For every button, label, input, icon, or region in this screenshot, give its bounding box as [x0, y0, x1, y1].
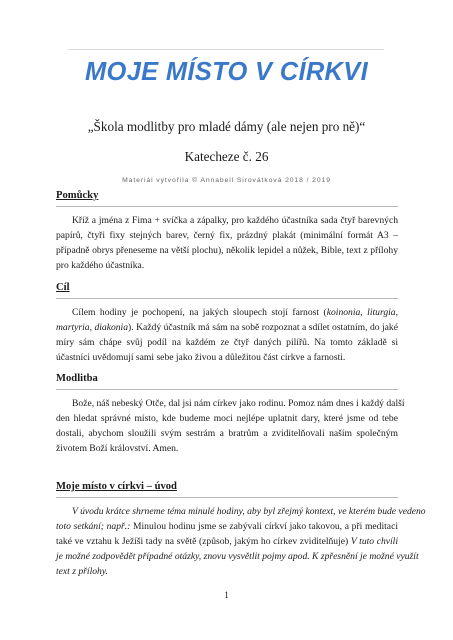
heading-text-suffix: – úvod	[143, 481, 177, 492]
paragraph-line	[56, 520, 398, 534]
lesson-number: Katecheze č. 26	[184, 149, 269, 164]
section-divider	[56, 497, 398, 498]
section-heading-pomucky	[56, 190, 98, 201]
section-heading-uvod	[56, 481, 177, 492]
text-run-italic: martyria, diakonia	[56, 322, 129, 333]
paragraph-line: den hledat správné místo, kde budeme moci nejlépe uplatnit dary, které jsme od tebe	[56, 413, 398, 424]
paragraph-line: míry sám chápe svůj podíl na každém ze čtyř daných pilířů. Na tomto základě si	[56, 337, 398, 348]
paragraph-line: životem Boží království. Amen.	[56, 443, 179, 454]
author-credit: Materiál vytvořila © Annabell Sirovátková 2018 / 2019	[122, 177, 331, 184]
text-run-italic: toto setkání; např.:	[56, 521, 131, 532]
section-heading-modlitba	[56, 373, 98, 384]
heading-text: Pomůcky	[56, 190, 99, 201]
header-divider	[68, 49, 384, 50]
paragraph-line: případně obrys přeneseme na větší plochu), několik lepidel a nůžek, Bible, text z přílohy	[56, 245, 398, 256]
heading-text: Modlitba	[56, 373, 98, 384]
page-number: 1	[224, 590, 229, 600]
text-run-italic: koinonia, liturgia,	[326, 307, 398, 318]
heading-text: Cíl	[56, 282, 70, 293]
paragraph-line: účastníci uvědomují sami sebe jako živou a důležitou část církve a farnosti.	[56, 352, 346, 363]
text-run: Cílem hodiny je pochopení, na jakých sloupech stojí farnost (	[72, 307, 327, 318]
section-divider	[56, 206, 398, 207]
paragraph-line: Bože, náš nebeský Otče, dal jsi nám církev jako rodinu. Pomoz nám dnes i každý další	[72, 398, 405, 409]
paragraph-line: je možné zodpovědět případné otázky, znovu vysvětlit pojmy apod. K zpřesnění je možné využít	[56, 551, 419, 562]
section-divider	[56, 389, 398, 390]
paragraph-line	[56, 321, 398, 335]
subtitle: „Škola modlitby pro mladé dámy (ale nejen pro ně)“	[87, 119, 366, 134]
paragraph-line	[72, 306, 398, 320]
text-run-italic: V tuto chvíli	[350, 536, 399, 547]
page-title: MOJE MÍSTO V CÍRKVI	[85, 58, 368, 86]
heading-text: Moje místo v církvi	[56, 481, 144, 492]
paragraph-line: Kříž a jména z Fima + svíčka a zápalky, pro každého účastníka sada čtyř barevných	[72, 215, 398, 226]
text-run: ). Každý účastník má sám na sobě rozpoznat a sdílet ostatním, do jaké	[128, 322, 398, 333]
section-divider	[56, 298, 398, 299]
text-run: Minulou hodinu jsme se zabývali církví jako takovou, a při meditaci	[130, 521, 398, 532]
paragraph-line: pro každého účastníka.	[56, 260, 145, 271]
paragraph-line	[56, 535, 398, 549]
text-run: také ve vztahu k Ježíši tady na světě (způsob, jakým ho církev zviditelňuje)	[56, 536, 351, 547]
paragraph-line: V úvodu krátce shrneme téma minulé hodiny, aby byl zřejmý kontext, ve kterém bude vedeno	[72, 506, 426, 517]
paragraph-line: text z přílohy.	[56, 566, 108, 577]
paragraph-line: dostali, abychom sloužili svým sestrám a bratrům a zviditelňovali naším společným	[56, 428, 398, 439]
paragraph-line: papírů, čtyři fixy stejných barev, černý fix, prázdný plakát (minimální formát A3 –	[56, 230, 398, 241]
section-heading-cil	[56, 282, 70, 293]
